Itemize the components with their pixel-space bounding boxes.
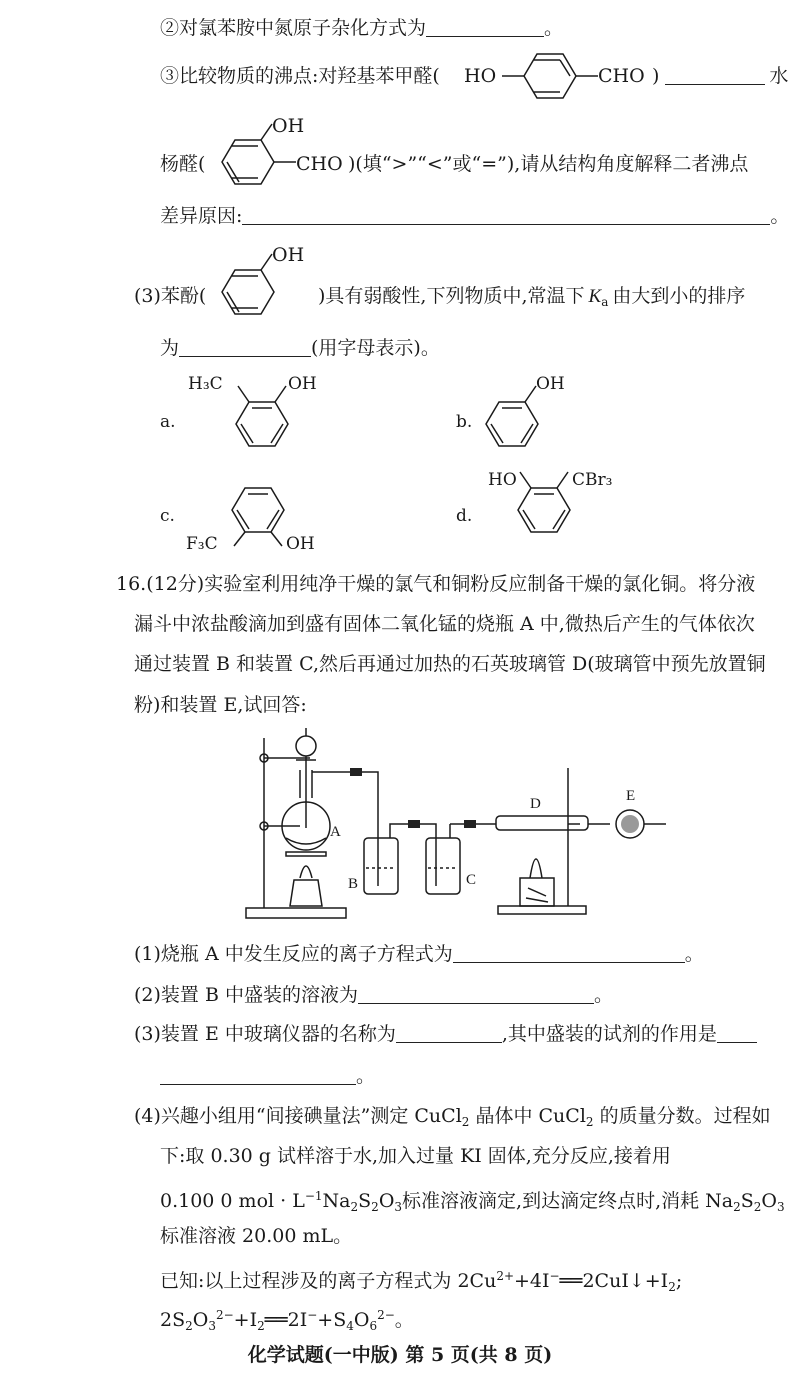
q16-sub1-prefix: (1)烧瓶 A 中发生反应的离子方程式为 bbox=[134, 943, 453, 965]
q16-sub4-l5-sup2: − bbox=[549, 1269, 560, 1283]
q16-sub4-l1a: (4)兴趣小组用“间接碘量法”测定 CuCl bbox=[134, 1105, 462, 1127]
q16-sub4-l6c: +I bbox=[233, 1309, 258, 1331]
q16-sub4-l3-sub-na: 2 bbox=[350, 1200, 359, 1214]
q16-sub4-l3-o2: O bbox=[761, 1190, 777, 1212]
option-b-oh: OH bbox=[536, 374, 565, 394]
q2-item2-suffix: 。 bbox=[544, 17, 564, 39]
q16-sub3-middle: ,其中盛装的试剂的作用是 bbox=[501, 1023, 717, 1045]
q3-line2-prefix: 为 bbox=[160, 337, 180, 359]
option-a-label: a. bbox=[160, 412, 176, 432]
q2-item3-line1-close bbox=[652, 64, 788, 88]
q16-sub1-suffix: 。 bbox=[684, 943, 704, 965]
phenol-oh: OH bbox=[272, 244, 305, 266]
q16-sub2 bbox=[134, 983, 613, 1007]
q2-item2-line bbox=[160, 16, 563, 40]
label-b: B bbox=[348, 876, 359, 892]
q16-sub4-l1-sub1: 2 bbox=[461, 1115, 470, 1129]
q16-sub4-l6-sup3: 2− bbox=[377, 1308, 395, 1322]
q16-sub4-l3e: 标准溶液滴定,到达滴定终点时,消耗 Na bbox=[402, 1190, 734, 1212]
q16-sub4-l6d: ══2I bbox=[264, 1309, 308, 1331]
q16-sub4-l3-na: Na bbox=[322, 1190, 351, 1212]
q16-sub2-suffix: 。 bbox=[593, 984, 613, 1006]
q16-sub4-l6-sup2: − bbox=[307, 1308, 318, 1322]
q16-sub3-blank2-cont[interactable] bbox=[160, 1066, 356, 1085]
option-d-cbr3: CBr₃ bbox=[572, 470, 613, 490]
option-b-structure bbox=[480, 392, 560, 454]
q3-line1-prefix: (3)苯酚( bbox=[134, 285, 207, 307]
q2-item3-line3 bbox=[160, 204, 789, 228]
q16-sub4-l5-sub: 2 bbox=[668, 1280, 676, 1294]
q16-sub1 bbox=[134, 942, 704, 966]
q16-intro-line-4: 粉)和装置 E,试回答: bbox=[134, 694, 307, 716]
q16-sub4-l6-sub2: 3 bbox=[208, 1319, 216, 1333]
option-b-label: b. bbox=[456, 412, 473, 432]
q2-item3-line1-left bbox=[160, 64, 440, 88]
option-a-oh: OH bbox=[288, 374, 317, 394]
q16-sub4-line6 bbox=[160, 1303, 414, 1338]
q16-intro-line-1: 16.(12分)实验室利用纯净干燥的氯气和铜粉反应制备干燥的氯化铜。将分液 bbox=[116, 573, 756, 595]
salicylaldehyde-structure bbox=[210, 132, 300, 190]
q16-sub3-blank2[interactable] bbox=[717, 1024, 757, 1043]
q16-sub4-l3-sub-o: 3 bbox=[394, 1200, 403, 1214]
q16-sub4-l6g: 。 bbox=[394, 1309, 414, 1331]
label-a: A bbox=[330, 824, 341, 840]
q16-sub3-prefix: (3)装置 E 中玻璃仪器的名称为 bbox=[134, 1023, 396, 1045]
q16-sub4-l5d: ; bbox=[675, 1270, 683, 1292]
q3-order-blank[interactable] bbox=[179, 338, 311, 357]
q16-sub4-l6a: 2S bbox=[160, 1309, 186, 1331]
q3-line2 bbox=[160, 336, 440, 360]
label-d: D bbox=[530, 796, 541, 812]
q16-sub4-l3-sub-o2: 3 bbox=[777, 1200, 785, 1214]
q16-sub1-blank[interactable] bbox=[453, 944, 685, 963]
q16-sub4-l5b: +4I bbox=[514, 1270, 550, 1292]
q16-sub4-line2: 下:取 0.30 g 试样溶于水,加入过量 KI 固体,充分反应,接着用 bbox=[160, 1145, 671, 1167]
q16-sub4-l1-sub2: 2 bbox=[585, 1115, 594, 1129]
q3-line1-suffix bbox=[318, 284, 745, 314]
q2-item3-line2-cho: CHO bbox=[296, 153, 343, 175]
q16-sub4-l3-sub-na2: 2 bbox=[733, 1200, 741, 1214]
q16-sub4-l3a: 0.100 0 mol · L bbox=[160, 1190, 305, 1212]
option-c-f3c: F₃C bbox=[186, 534, 218, 554]
q3-ka-k: K bbox=[588, 286, 602, 307]
page-footer: 化学试题(一中版) 第 5 页(共 8 页) bbox=[247, 1344, 553, 1366]
q2-item3-line1-suffix: 水 bbox=[769, 65, 789, 87]
label-c: C bbox=[466, 872, 477, 888]
q2-item3-line2-suffix: )(填“>”“<”或“=”),请从结构角度解释二者沸点 bbox=[348, 153, 749, 175]
q16-sub3-blank1[interactable] bbox=[396, 1024, 502, 1043]
q16-sub4-l5a: 已知:以上过程涉及的离子方程式为 2Cu bbox=[160, 1270, 497, 1292]
q16-sub4-line5 bbox=[160, 1264, 682, 1299]
q16-sub4-l5-sup1: 2+ bbox=[496, 1269, 515, 1283]
q2-item3-line1-close-text: ) bbox=[652, 65, 660, 87]
q3-ka-sub: a bbox=[601, 295, 609, 309]
q16-sub2-blank[interactable] bbox=[358, 985, 594, 1004]
q16-sub4-l6b: O bbox=[192, 1309, 209, 1331]
label-e: E bbox=[626, 788, 636, 804]
q2-item3-line1-ho: HO bbox=[464, 65, 497, 87]
q2-item2-prefix: ②对氯苯胺中氮原子杂化方式为 bbox=[160, 17, 427, 39]
q2-item3-line2-prefix: 杨醛( bbox=[160, 153, 206, 175]
option-a-h3c: H₃C bbox=[188, 374, 223, 394]
option-a-structure bbox=[230, 392, 310, 454]
q16-sub4-l3-s2: S bbox=[740, 1190, 754, 1212]
q16-sub4-l3-o: O bbox=[378, 1190, 395, 1212]
q16-intro-line-3: 通过装置 B 和装置 C,然后再通过加热的石英玻璃管 D(玻璃管中预先放置铜 bbox=[134, 653, 766, 675]
q16-sub4-l5c: ══2CuI↓+I bbox=[559, 1270, 669, 1292]
apparatus-diagram bbox=[240, 728, 680, 928]
q2-item3-reason-blank[interactable] bbox=[242, 206, 770, 225]
q16-sub4-l6-sub4: 4 bbox=[346, 1319, 354, 1333]
q2-item3-line1-cho: CHO bbox=[598, 65, 645, 87]
q16-sub4-l6-sub1: 2 bbox=[185, 1319, 193, 1333]
option-c-oh: OH bbox=[286, 534, 315, 554]
q16-sub4-line4: 标准溶液 20.00 mL。 bbox=[160, 1225, 353, 1247]
q3-line1-suffix-a: )具有弱酸性,下列物质中,常温下 bbox=[318, 285, 585, 307]
q3-line2-suffix: (用字母表示)。 bbox=[311, 337, 440, 359]
hydroxybenzaldehyde-structure bbox=[500, 50, 600, 102]
q16-sub4-l6f: O bbox=[353, 1309, 370, 1331]
q16-sub4-l1c: 的质量分数。过程如 bbox=[593, 1105, 771, 1127]
option-d-ho: HO bbox=[488, 470, 517, 490]
q2-item3-compare-blank[interactable] bbox=[665, 66, 765, 85]
q2-item3-line3-suffix: 。 bbox=[770, 205, 790, 227]
option-c-label: c. bbox=[160, 506, 175, 526]
q16-sub4-l3-s: S bbox=[358, 1190, 372, 1212]
q16-sub4-l1b: 晶体中 CuCl bbox=[469, 1105, 586, 1127]
salicylaldehyde-oh: OH bbox=[272, 115, 305, 137]
q2-item3-line3-prefix: 差异原因: bbox=[160, 205, 243, 227]
q16-intro-line-2: 漏斗中浓盐酸滴加到盛有固体二氧化锰的烧瓶 A 中,微热后产生的气体依次 bbox=[134, 613, 755, 635]
q16-sub3-cont bbox=[160, 1064, 375, 1088]
q16-sub2-prefix: (2)装置 B 中盛装的溶液为 bbox=[134, 984, 358, 1006]
q16-sub4-line1 bbox=[134, 1104, 771, 1134]
q16-sub4-l3-sub-s2: 2 bbox=[753, 1200, 762, 1214]
q3-line1-suffix-b: 由大到小的排序 bbox=[612, 285, 746, 307]
phenol-structure bbox=[210, 262, 300, 322]
q16-sub3 bbox=[134, 1022, 757, 1046]
q16-sub4-l6-sub3: 2 bbox=[257, 1319, 265, 1333]
q16-sub3-suffix: 。 bbox=[356, 1065, 376, 1087]
q16-sub4-l3-sub-s: 2 bbox=[371, 1200, 379, 1214]
q2-item3-line1-prefix: ③比较物质的沸点:对羟基苯甲醛( bbox=[160, 65, 440, 87]
q16-sub4-l6-sup1: 2− bbox=[215, 1308, 234, 1322]
q16-sub4-l3-sup: −1 bbox=[304, 1189, 323, 1203]
option-d-label: d. bbox=[456, 506, 473, 526]
q16-sub4-l6e: +S bbox=[317, 1309, 347, 1331]
q16-sub4-line3 bbox=[160, 1184, 785, 1219]
q16-sub4-l6-sub5: 6 bbox=[369, 1319, 378, 1333]
q2-item2-blank[interactable] bbox=[426, 18, 544, 37]
